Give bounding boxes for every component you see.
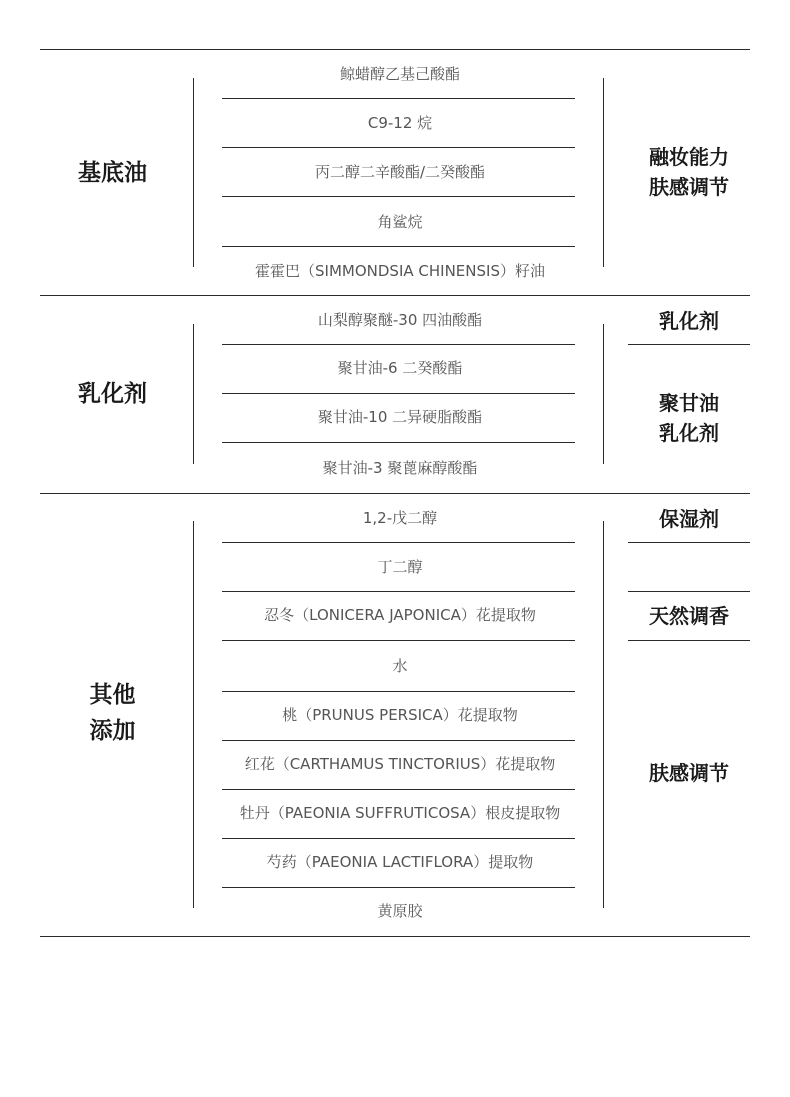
function-label bbox=[628, 142, 750, 202]
category-label-line: 其他 bbox=[89, 682, 136, 708]
function-label-line: 天然调香 bbox=[649, 604, 729, 628]
category-label bbox=[40, 155, 185, 191]
ingredient-item: 鲸蜡醇乙基己酸酯 bbox=[339, 65, 460, 83]
function-divider bbox=[628, 344, 750, 345]
column-divider-right bbox=[603, 78, 604, 267]
top-border bbox=[40, 49, 750, 50]
ingredient-divider bbox=[222, 691, 575, 692]
function-label-line: 肤感调节 bbox=[649, 175, 729, 199]
ingredient-item: 聚甘油-6 二癸酸酯 bbox=[337, 359, 463, 377]
function-label bbox=[628, 758, 750, 788]
ingredient-divider bbox=[222, 789, 575, 790]
ingredient-item: 山梨醇聚醚-30 四油酸酯 bbox=[317, 311, 483, 329]
function-label bbox=[628, 388, 750, 448]
function-label bbox=[628, 504, 750, 534]
ingredient-divider bbox=[222, 740, 575, 741]
function-label-line: 乳化剂 bbox=[659, 309, 719, 333]
ingredient-item: 角鲨烷 bbox=[377, 213, 423, 231]
function-label-line: 乳化剂 bbox=[659, 421, 719, 445]
ingredient-item: 红花（CARTHAMUS TINCTORIUS）花提取物 bbox=[244, 755, 556, 773]
function-divider bbox=[628, 591, 750, 592]
function-label-line: 聚甘油 bbox=[659, 391, 719, 415]
category-label-line: 乳化剂 bbox=[78, 381, 147, 407]
ingredient-divider bbox=[222, 393, 575, 394]
ingredient-item: 黄原胶 bbox=[377, 902, 423, 920]
category-label bbox=[40, 677, 185, 749]
function-label bbox=[628, 306, 750, 336]
section-divider bbox=[40, 295, 750, 296]
ingredient-divider bbox=[222, 196, 575, 197]
ingredient-divider bbox=[222, 246, 575, 247]
column-divider-right bbox=[603, 324, 604, 464]
function-label-line: 肤感调节 bbox=[649, 761, 729, 785]
ingredient-item: 1,2-戊二醇 bbox=[362, 509, 438, 527]
category-label bbox=[40, 376, 185, 412]
function-divider bbox=[628, 542, 750, 543]
column-divider-right bbox=[603, 521, 604, 908]
ingredient-divider bbox=[222, 147, 575, 148]
column-divider-left bbox=[193, 324, 194, 464]
column-divider-left bbox=[193, 521, 194, 908]
category-label-line: 添加 bbox=[89, 718, 136, 744]
ingredient-divider bbox=[222, 542, 575, 543]
ingredient-divider bbox=[222, 640, 575, 641]
bottom-border bbox=[40, 936, 750, 937]
ingredient-item: 牡丹（PAEONIA SUFFRUTICOSA）根皮提取物 bbox=[239, 804, 561, 822]
function-label-line: 保湿剂 bbox=[659, 507, 719, 531]
ingredient-item: 丁二醇 bbox=[377, 558, 423, 576]
column-divider-left bbox=[193, 78, 194, 267]
category-label-line: 基底油 bbox=[78, 160, 147, 186]
function-label bbox=[628, 601, 750, 631]
ingredient-divider bbox=[222, 838, 575, 839]
section-divider bbox=[40, 493, 750, 494]
function-divider bbox=[628, 640, 750, 641]
ingredient-divider bbox=[222, 591, 575, 592]
ingredient-item: 霍霍巴（SIMMONDSIA CHINENSIS）籽油 bbox=[255, 262, 545, 280]
ingredient-divider bbox=[222, 98, 575, 99]
ingredient-divider bbox=[222, 344, 575, 345]
ingredient-item: 丙二醇二辛酸酯/二癸酸酯 bbox=[314, 163, 486, 181]
ingredient-item: 芍药（PAEONIA LACTIFLORA）提取物 bbox=[266, 853, 534, 871]
ingredient-item: 桃（PRUNUS PERSICA）花提取物 bbox=[282, 706, 518, 724]
ingredient-item: 聚甘油-3 聚蓖麻醇酸酯 bbox=[322, 459, 478, 477]
function-label-line: 融妆能力 bbox=[649, 145, 729, 169]
ingredient-item: 忍冬（LONICERA JAPONICA）花提取物 bbox=[264, 606, 536, 624]
ingredient-item: 水 bbox=[392, 657, 408, 675]
ingredient-divider bbox=[222, 442, 575, 443]
ingredient-divider bbox=[222, 887, 575, 888]
ingredient-item: 聚甘油-10 二异硬脂酸酯 bbox=[317, 408, 483, 426]
ingredient-item: C9-12 烷 bbox=[367, 114, 433, 132]
